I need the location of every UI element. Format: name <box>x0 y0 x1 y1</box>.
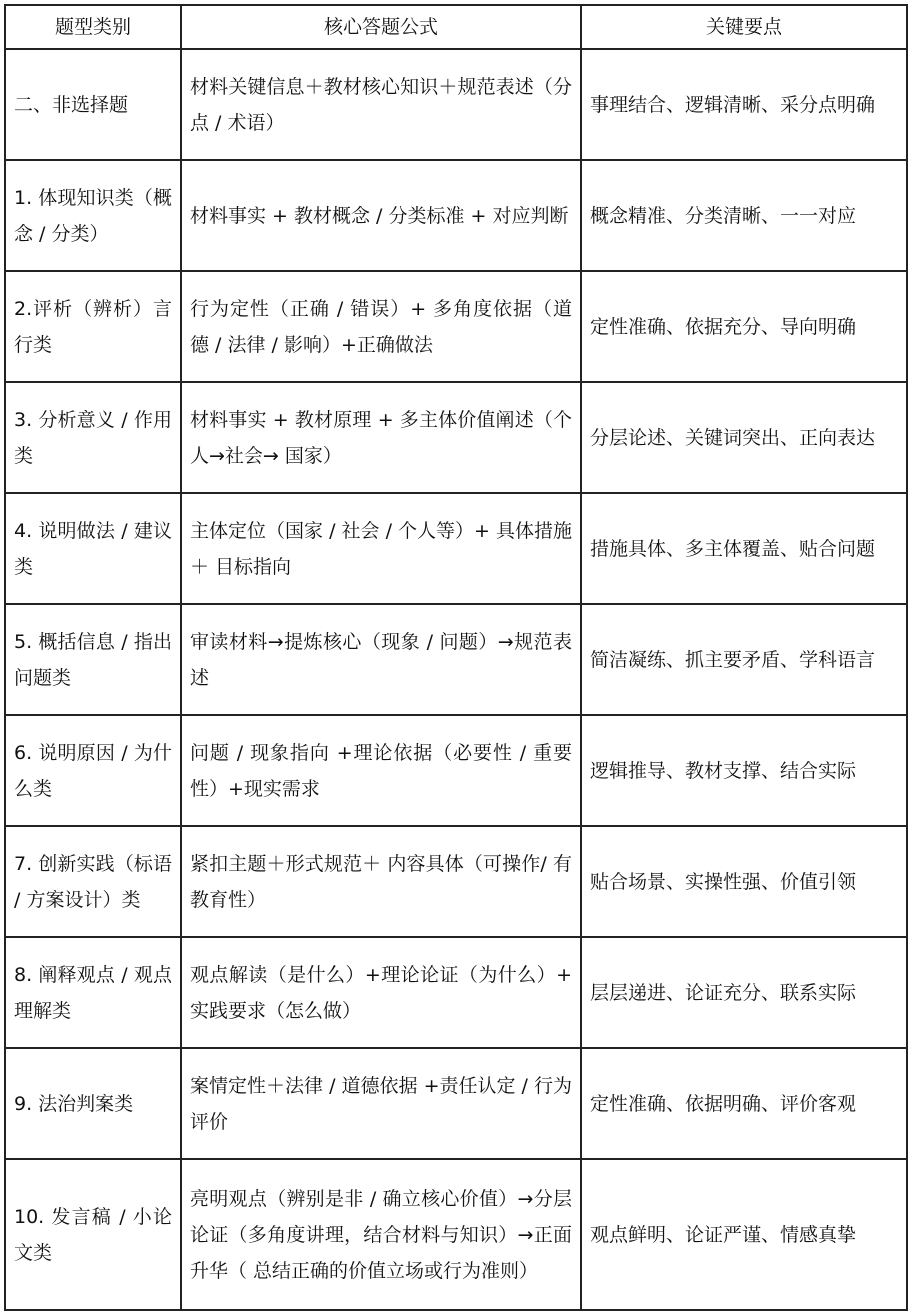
core-formula-cell: 材料关键信息＋教材核心知识＋规范表述（分点 / 术语） <box>181 49 581 160</box>
question-type-cell: 2.评析（辨析）言行类 <box>5 271 181 382</box>
table-row <box>5 826 907 937</box>
key-points-cell: 贴合场景、实操性强、价值引领 <box>581 826 907 937</box>
core-formula-cell: 行为定性（正确 / 错误）+ 多角度依据（道德 / 法律 / 影响）+正确做法 <box>181 271 581 382</box>
key-points-cell: 观点鲜明、论证严谨、情感真挚 <box>581 1159 907 1310</box>
question-type-cell: 3. 分析意义 / 作用类 <box>5 382 181 493</box>
table-row <box>5 160 907 271</box>
table-row <box>5 382 907 493</box>
answer-formula-table <box>4 4 908 1311</box>
key-points-cell: 层层递进、论证充分、联系实际 <box>581 937 907 1048</box>
question-type-cell: 8. 阐释观点 / 观点理解类 <box>5 937 181 1048</box>
header-question-type: 题型类别 <box>5 5 181 49</box>
question-type-cell: 5. 概括信息 / 指出问题类 <box>5 604 181 715</box>
core-formula-cell: 案情定性＋法律 / 道德依据 +责任认定 / 行为评价 <box>181 1048 581 1159</box>
core-formula-cell: 亮明观点（辨别是非 / 确立核心价值）→分层论证（多角度讲理，结合材料与知识）→正面升华（ 总结正确的价值立场或行为准则） <box>181 1159 581 1310</box>
question-type-cell: 二、非选择题 <box>5 49 181 160</box>
document-page <box>4 4 908 1311</box>
core-formula-cell: 审读材料→提炼核心（现象 / 问题）→规范表述 <box>181 604 581 715</box>
key-points-cell: 简洁凝练、抓主要矛盾、学科语言 <box>581 604 907 715</box>
table-row <box>5 49 907 160</box>
core-formula-cell: 主体定位（国家 / 社会 / 个人等）+ 具体措施＋ 目标指向 <box>181 493 581 604</box>
header-core-formula: 核心答题公式 <box>181 5 581 49</box>
question-type-cell: 7. 创新实践（标语 / 方案设计）类 <box>5 826 181 937</box>
key-points-cell: 概念精准、分类清晰、一一对应 <box>581 160 907 271</box>
core-formula-cell: 材料事实 + 教材原理 + 多主体价值阐述（个人→社会→ 国家） <box>181 382 581 493</box>
question-type-cell: 6. 说明原因 / 为什么类 <box>5 715 181 826</box>
key-points-cell: 定性准确、依据充分、导向明确 <box>581 271 907 382</box>
table-row <box>5 271 907 382</box>
core-formula-cell: 观点解读（是什么）+理论论证（为什么）+ 实践要求（怎么做） <box>181 937 581 1048</box>
table-row <box>5 493 907 604</box>
table-header-row <box>5 5 907 49</box>
key-points-cell: 措施具体、多主体覆盖、贴合问题 <box>581 493 907 604</box>
key-points-cell: 定性准确、依据明确、评价客观 <box>581 1048 907 1159</box>
core-formula-cell: 问题 / 现象指向 +理论依据（必要性 / 重要性）+现实需求 <box>181 715 581 826</box>
key-points-cell: 分层论述、关键词突出、正向表达 <box>581 382 907 493</box>
question-type-cell: 1. 体现知识类（概念 / 分类） <box>5 160 181 271</box>
core-formula-cell: 材料事实 + 教材概念 / 分类标准 + 对应判断 <box>181 160 581 271</box>
question-type-cell: 4. 说明做法 / 建议类 <box>5 493 181 604</box>
question-type-cell: 10. 发言稿 / 小论文类 <box>5 1159 181 1310</box>
table-row <box>5 1159 907 1310</box>
table-row <box>5 604 907 715</box>
key-points-cell: 事理结合、逻辑清晰、采分点明确 <box>581 49 907 160</box>
table-row <box>5 937 907 1048</box>
question-type-cell: 9. 法治判案类 <box>5 1048 181 1159</box>
key-points-cell: 逻辑推导、教材支撑、结合实际 <box>581 715 907 826</box>
core-formula-cell: 紧扣主题＋形式规范＋ 内容具体（可操作/ 有教育性） <box>181 826 581 937</box>
table-row <box>5 1048 907 1159</box>
header-key-points: 关键要点 <box>581 5 907 49</box>
table-row <box>5 715 907 826</box>
